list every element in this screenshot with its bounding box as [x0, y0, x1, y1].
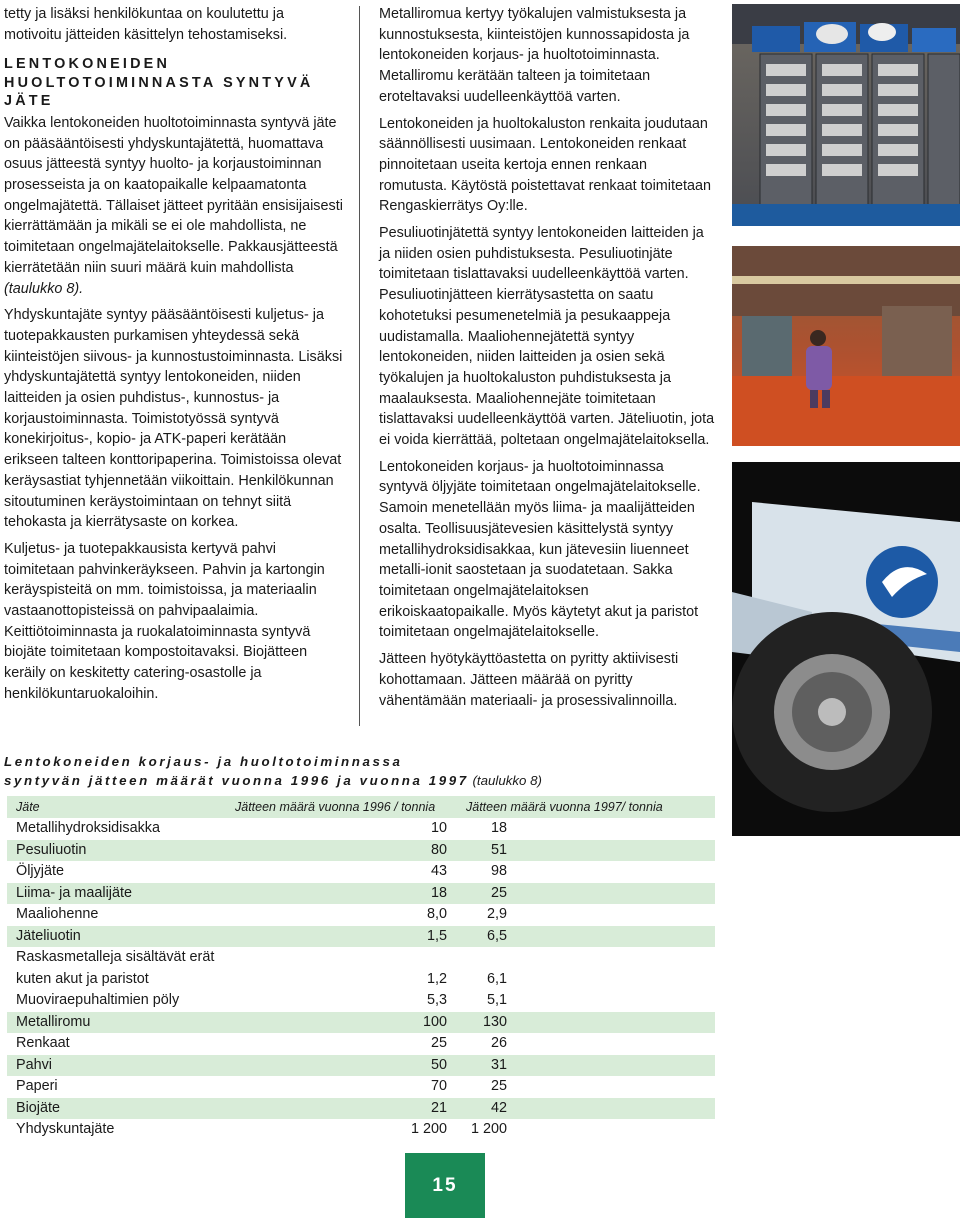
amount-1997-cell [457, 947, 715, 969]
table-body [7, 818, 715, 1141]
table-row [7, 1076, 715, 1098]
paragraph [4, 113, 344, 299]
waste-type-cell: Yhdyskuntajäte [7, 1119, 226, 1141]
waste-type-cell: Metalliromu [7, 1012, 226, 1034]
table-row [7, 1055, 715, 1077]
section-heading: LENTOKONEIDEN HUOLTOTOIMINNASTA SYNTYVÄ JÄTE [4, 56, 314, 110]
waste-type-cell: Muoviraepuhaltimien pöly [7, 990, 226, 1012]
workshop-illustration [732, 246, 960, 446]
table-caption-line: syntyvän jätteen määrät vuonna 1996 ja vuonna 1997 [4, 773, 469, 788]
table-row [7, 818, 715, 840]
table-reference: (taulukko 8). [4, 280, 84, 297]
amount-1996-cell: 25 [226, 1033, 457, 1055]
amount-1997-cell: 2,9 [457, 904, 715, 926]
amount-1996-cell: 50 [226, 1055, 457, 1077]
amount-1996-cell: 1,2 [226, 969, 457, 991]
amount-1996-cell: 80 [226, 840, 457, 862]
photo-workshop [732, 246, 960, 446]
amount-1996-cell: 8,0 [226, 904, 457, 926]
table-row [7, 1098, 715, 1120]
amount-1996-cell: 21 [226, 1098, 457, 1120]
amount-1997-cell: 18 [457, 818, 715, 840]
paragraph: Pesuliuotinjätettä syntyy lentokoneiden laitteiden ja ja niiden osien puhdistuksesta. Pesuliuotinjäte toimitetaan tislattavaksi uudelleenkäyttöä varten. Pesuliuotinjätteen kierrätysastetta on saatu kohotetuksi pesumenetelmiä ja pesukaappeja uudistamalla. Maaliohennejätettä syntyy lentokoneiden, niiden laitteiden ja osien sekä työkalujen ja huoltokaluston puhdistuksesta ja maalauksesta. Maaliohennejäte toimitetaan tislattavaksi uudelleenkäyttöä varten. Jäteliuotin, jota ei voida kierrättää, poltetaan ongelmajätelaitoksella. [379, 225, 715, 449]
paragraph: Jätteen hyötykäyttöastetta on pyritty aktiivisesti kohottamaan. Jätteen määrää on pyritty vähentämään materiaali- ja prosessivalinnoilla. [379, 651, 679, 709]
column-header: Jäte [7, 796, 226, 818]
amount-1996-cell: 1,5 [226, 926, 457, 948]
waste-type-cell: Biojäte [7, 1098, 226, 1120]
waste-type-cell: Raskasmetalleja sisältävät erät [7, 947, 226, 969]
shelves-illustration [732, 4, 960, 226]
paragraph-text: Vaikka lentokoneiden huoltotoiminnasta syntyvä jäte on pääsääntöisesti yhdyskuntajätettä, huomattava osuus jätteestä syntyy huolto- ja korjaustoiminnan prosesseista ja on kaatopaikalle kelpaamatonta ongelmajätettä. Tällaiset jätteet pyritään ensisijaisesti kierrättämään ja mikäli se ei ole mahdollista, ne toimitetaan ongelmajätelaitokselle. Pakkausjätteestä kierrätetään niin suuri määrä kuin mahdollista [4, 114, 343, 276]
table-row [7, 861, 715, 883]
table-row [7, 1033, 715, 1055]
waste-type-cell: Öljyjäte [7, 861, 226, 883]
amount-1996-cell: 5,3 [226, 990, 457, 1012]
waste-type-cell: Renkaat [7, 1033, 226, 1055]
amount-1997-cell: 26 [457, 1033, 715, 1055]
amount-1997-cell: 130 [457, 1012, 715, 1034]
amount-1997-cell: 42 [457, 1098, 715, 1120]
waste-type-cell: Paperi [7, 1076, 226, 1098]
amount-1997-cell: 5,1 [457, 990, 715, 1012]
amount-1996-cell [226, 947, 457, 969]
paragraph: Lentokoneiden korjaus- ja huoltotoiminnassa syntyvä öljyjäte toimitetaan ongelmajätelaitokselle. Samoin menetellään myös liima- ja maalijätteiden osalta. Teollisuusjätevesien käsittelystä syntyy metallihydroksidisakkaa, kun jätevesiin liuenneet metalli-ionit saostetaan ja suodatetaan. Sakka toimitetaan ongelmajätelaitoksen erikoiskaatopaikalle. Myös käytetyt akut ja paristot toimitetaan ongelmajätelaitokselle. [379, 458, 701, 641]
amount-1997-cell: 51 [457, 840, 715, 862]
amount-1996-cell: 100 [226, 1012, 457, 1034]
amount-1997-cell: 31 [457, 1055, 715, 1077]
aircraft-wheel-illustration [732, 462, 960, 836]
page-number: 15 [405, 1153, 485, 1218]
table-row [7, 1119, 715, 1141]
waste-type-cell: Pesuliuotin [7, 840, 226, 862]
waste-type-cell: Pahvi [7, 1055, 226, 1077]
amount-1997-cell: 98 [457, 861, 715, 883]
table-row [7, 990, 715, 1012]
table-row [7, 840, 715, 862]
table-row [7, 926, 715, 948]
amount-1996-cell: 70 [226, 1076, 457, 1098]
table-caption [4, 752, 542, 790]
amount-1997-cell: 1 200 [457, 1119, 715, 1141]
column-header: Jätteen määrä vuonna 1996 / tonnia [226, 796, 457, 818]
amount-1997-cell: 6,5 [457, 926, 715, 948]
table-row [7, 883, 715, 905]
amount-1996-cell: 18 [226, 883, 457, 905]
table-header-row [7, 796, 715, 818]
table-row [7, 947, 715, 969]
table-row [7, 969, 715, 991]
table-row [7, 904, 715, 926]
paragraph: Metalliromua kertyy työkalujen valmistuksesta ja kunnostuksesta, kiinteistöjen kunnossapidosta ja lentokoneiden korjaus- ja huoltotoiminnasta. Metalliromu kerätään talteen ja toimitetaan eroteltavaksi uudelleenkäyttöä varten. [379, 6, 690, 105]
waste-type-cell: kuten akut ja paristot [7, 969, 226, 991]
amount-1996-cell: 10 [226, 818, 457, 840]
amount-1997-cell: 25 [457, 883, 715, 905]
amount-1997-cell: 6,1 [457, 969, 715, 991]
column-divider [359, 6, 360, 726]
table-caption-ref: (taulukko 8) [472, 773, 542, 788]
photo-aircraft-wheel [732, 462, 960, 836]
paragraph: Lentokoneiden ja huoltokaluston renkaita joudutaan säännöllisesti uusimaan. Lentokoneiden renkaat pinnoitetaan useita kertoja ennen renkaan romutusta. Käytöstä poistettavat renkaat toimitetaan Rengaskierrätys Oy:lle. [379, 115, 711, 215]
paragraph: Yhdyskuntajäte syntyy pääsääntöisesti kuljetus- ja tuotepakkausten purkamisen yhteydessä sekä kiinteistöjen siivous- ja kunnostustoiminnasta. Lisäksi yhdyskuntajätettä syntyy lentokoneiden, niiden laitteiden ja osien puhdistus-, kunnostus- ja korjaustoiminnasta. Toimistotyössä syntyvä konekirjoitus-, kopio- ja ATK-paperi kerätään erikseen talteen konttoripaperina. Toimistoissa olevat keräysastiat tyhjennetään viikoittain. Henkilökunnan sitoutuminen keräystoimintaan on tehnyt siitä tehokasta ja kierrätysaste on korkea. [4, 307, 343, 531]
table-caption-line: Lentokoneiden korjaus- ja huoltotoiminnassa [4, 754, 403, 769]
intro-text: tetty ja lisäksi henkilökuntaa on koulutettu ja motivoitu jätteiden käsittelyn tehostamiseksi. [4, 6, 288, 43]
table-row [7, 1012, 715, 1034]
amount-1996-cell: 1 200 [226, 1119, 457, 1141]
waste-type-cell: Liima- ja maalijäte [7, 883, 226, 905]
waste-table [7, 796, 715, 1141]
waste-type-cell: Maaliohenne [7, 904, 226, 926]
waste-type-cell: Jäteliuotin [7, 926, 226, 948]
column-header: Jätteen määrä vuonna 1997/ tonnia [457, 796, 715, 818]
amount-1996-cell: 43 [226, 861, 457, 883]
waste-type-cell: Metallihydroksidisakka [7, 818, 226, 840]
left-column [4, 4, 344, 711]
photo-storage-shelves [732, 4, 960, 226]
middle-column [379, 4, 715, 717]
paragraph: Kuljetus- ja tuotepakkausista kertyvä pahvi toimitetaan pahvinkeräykseen. Pahvin ja kartongin keräyspisteitä on mm. toimistoissa, ja materiaalin vastaanottopisteissä on pahvipaalaimia. Keittiötoiminnasta ja ruokalatoiminnasta syntyvä biojäte toimitetaan kompostoitavaksi. Biojätteen keräily on keskitetty catering-osastolle ja henkilökuntaruokaloihin. [4, 540, 325, 702]
amount-1997-cell: 25 [457, 1076, 715, 1098]
